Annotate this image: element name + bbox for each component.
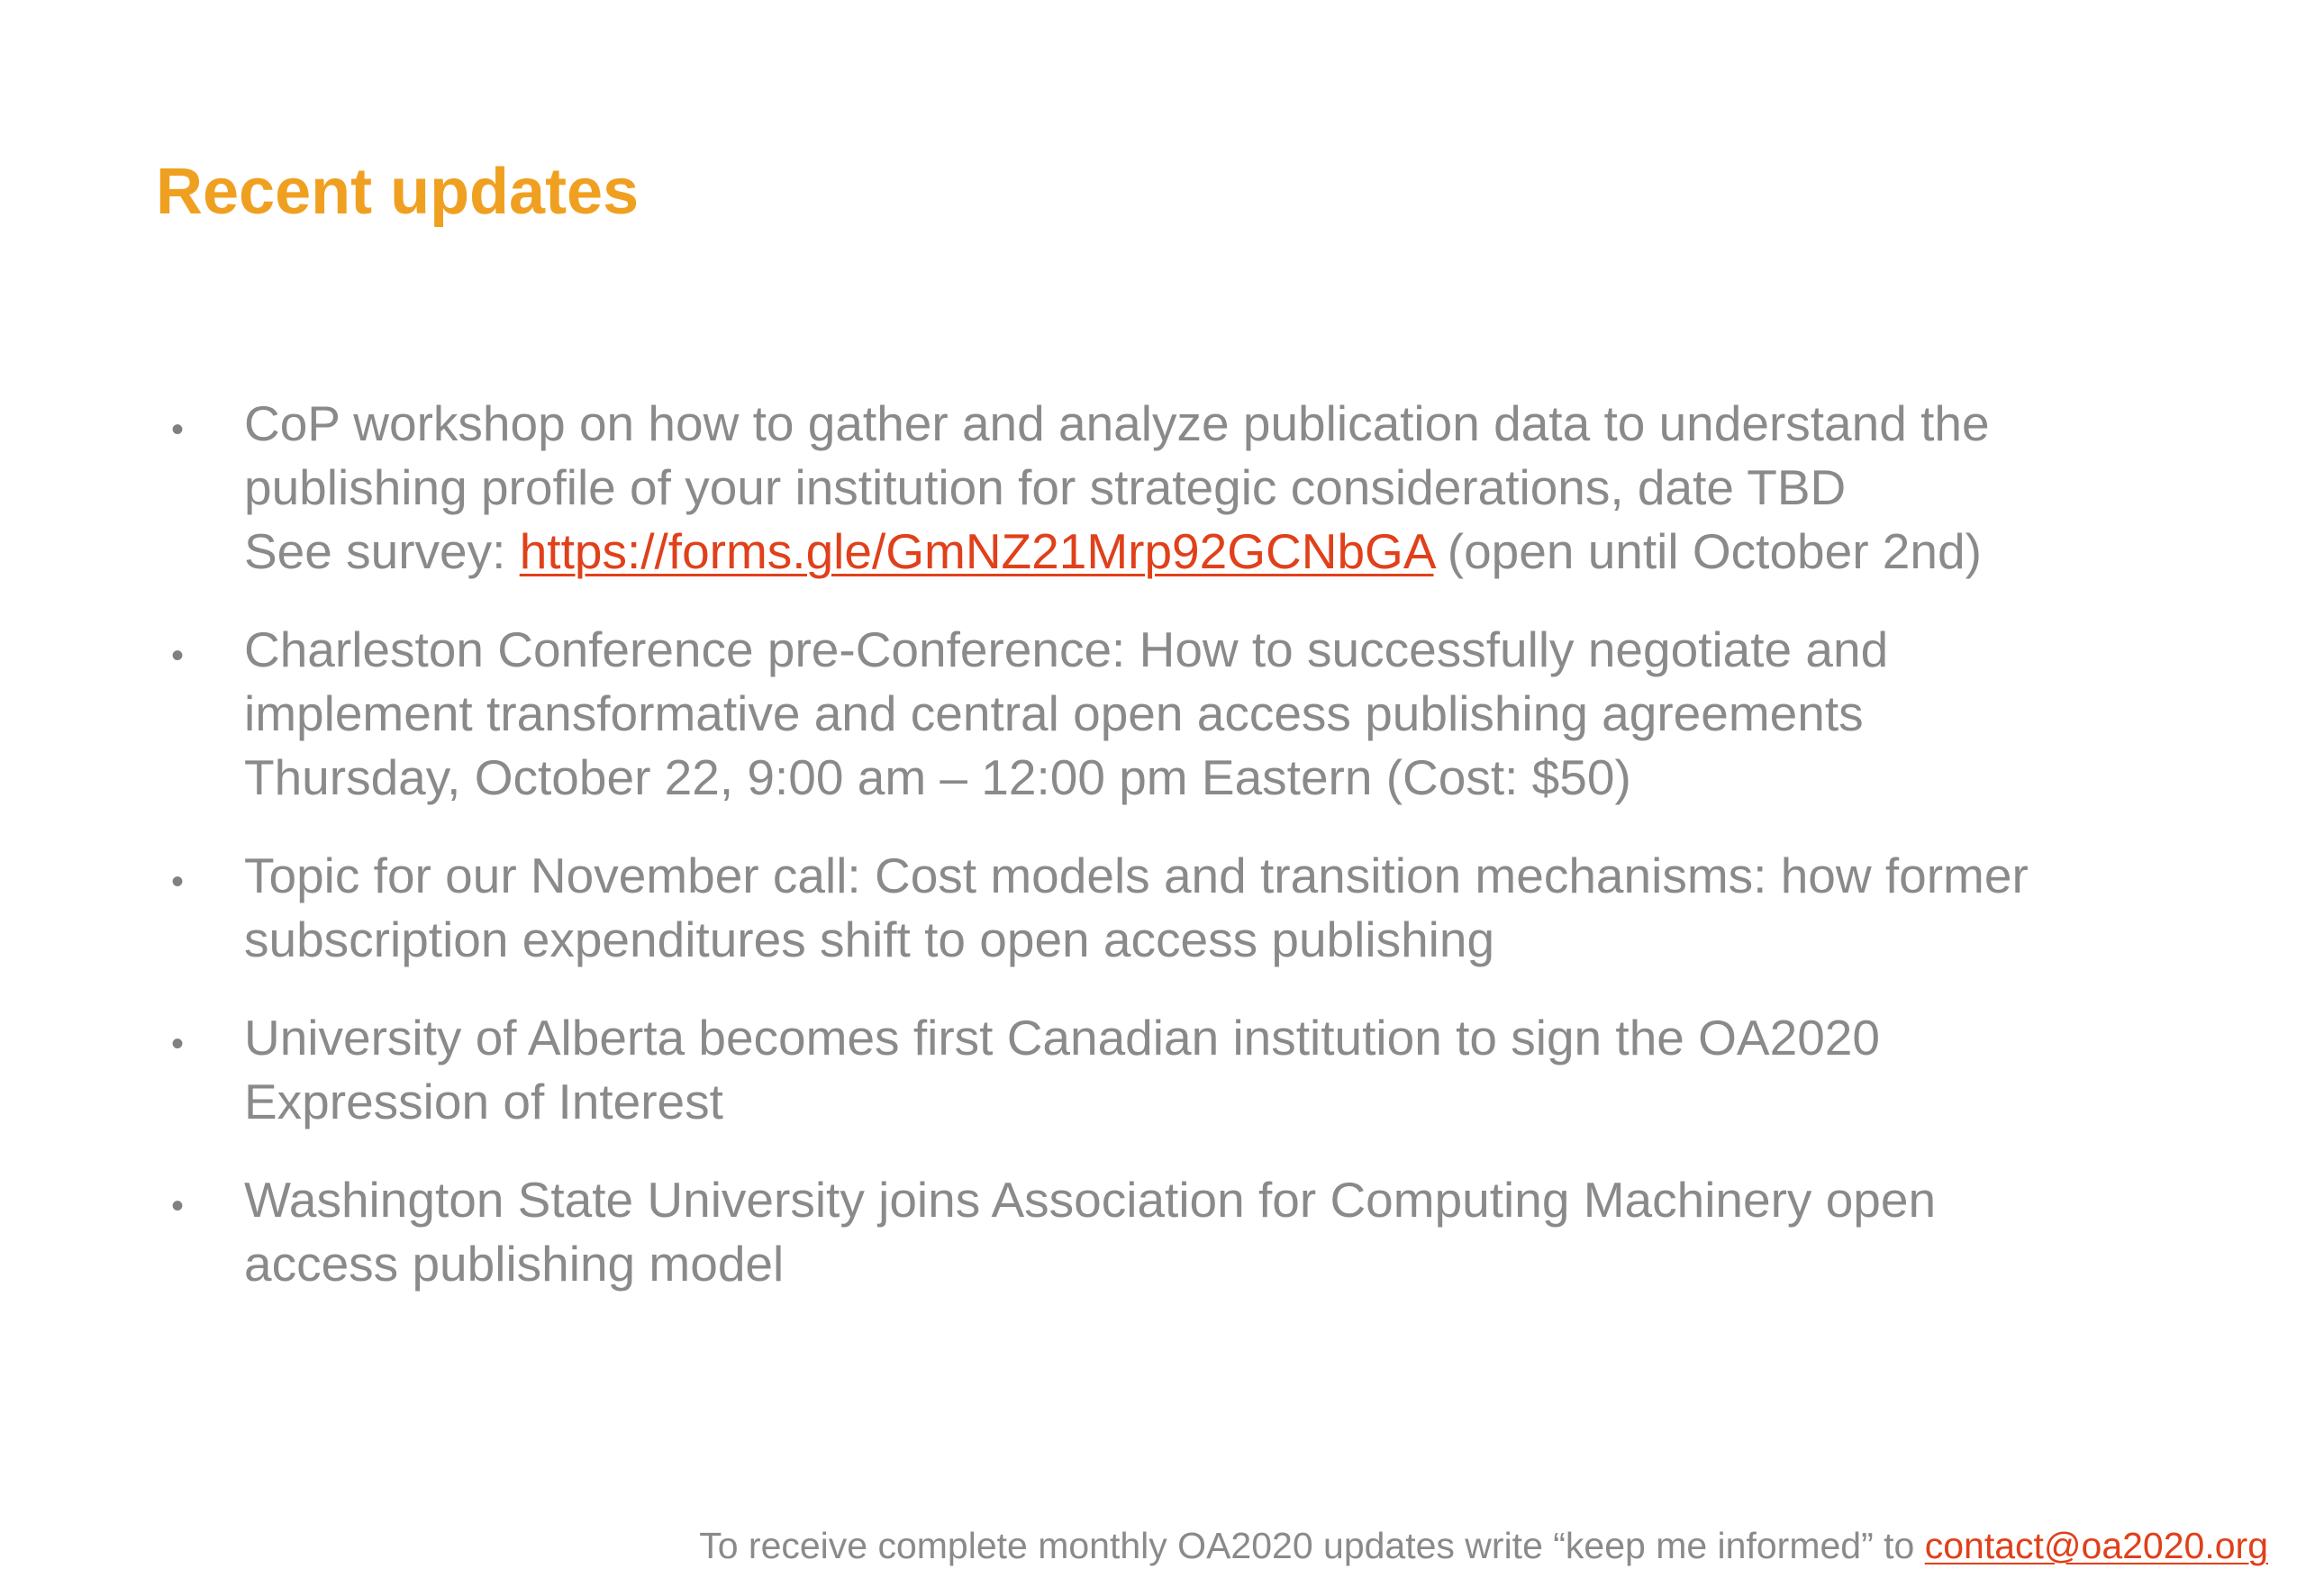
footer-text: To receive complete monthly OA2020 updates write “keep me informed” to bbox=[699, 1525, 1925, 1566]
footer-note bbox=[699, 1522, 2268, 1569]
item-line: implement transformative and central open access publishing agreements bbox=[244, 685, 1864, 741]
survey-link[interactable]: https://forms.gle/GmNZ21Mrp92GCNbGA bbox=[519, 523, 1434, 579]
bullet-icon: • bbox=[171, 1186, 185, 1226]
item-line: publishing profile of your institution for strategic considerations, date TBD bbox=[244, 459, 1847, 515]
list-item bbox=[171, 1168, 2207, 1296]
updates-list bbox=[171, 392, 2207, 1330]
item-line: University of Alberta becomes first Canadian institution to sign the OA2020 bbox=[244, 1010, 1880, 1066]
item-line: subscription expenditures shift to open access publishing bbox=[244, 911, 1495, 967]
item-line bbox=[244, 520, 2207, 584]
survey-label: See survey: bbox=[244, 523, 520, 579]
item-line: access publishing model bbox=[244, 1236, 785, 1292]
survey-deadline: (open until October 2nd) bbox=[1433, 523, 1982, 579]
list-item bbox=[171, 392, 2207, 584]
bullet-icon: • bbox=[171, 862, 185, 902]
item-line: Thursday, October 22, 9:00 am – 12:00 pm Eastern (Cost: $50) bbox=[244, 749, 1631, 805]
slide-title: Recent updates bbox=[156, 156, 640, 228]
item-line: Expression of Interest bbox=[244, 1074, 723, 1129]
list-item bbox=[171, 844, 2207, 972]
item-line: CoP workshop on how to gather and analyze publication data to understand the bbox=[244, 395, 1990, 451]
contact-email-link[interactable]: contact@oa2020.org bbox=[1924, 1525, 2268, 1566]
list-item bbox=[171, 1006, 2207, 1134]
item-line: Topic for our November call: Cost models and transition mechanisms: how former bbox=[244, 848, 2029, 903]
list-item bbox=[171, 618, 2207, 810]
item-line: Charleston Conference pre-Conference: How to successfully negotiate and bbox=[244, 621, 1889, 677]
bullet-icon: • bbox=[171, 1024, 185, 1064]
bullet-icon: • bbox=[171, 410, 185, 449]
bullet-icon: • bbox=[171, 636, 185, 676]
item-line: Washington State University joins Association for Computing Machinery open bbox=[244, 1172, 1937, 1228]
